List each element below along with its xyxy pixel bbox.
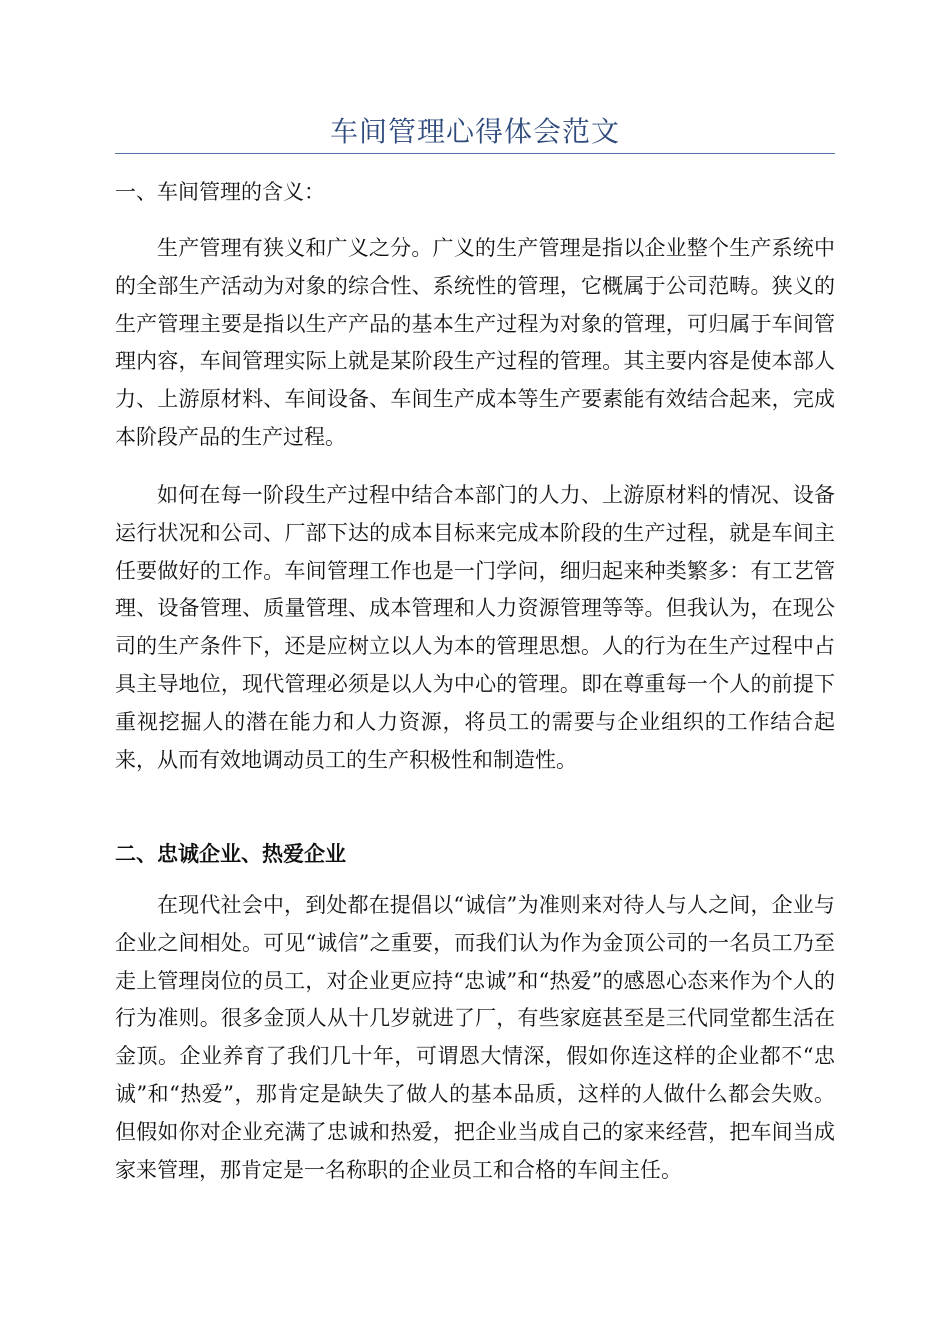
- paragraph-3: 在现代社会中，到处都在提倡以“诚信”为准则来对待人与人之间，企业与企业之间相处。可见“诚信”之重要，而我们认为作为金顶公司的一名员工乃至走上管理岗位的员工，对企业更应持“忠诚”和“热爱”的感恩心态来作为个人的行为准则。很多金顶人从十几岁就进了厂，有些家庭甚至是三代同堂都生活在金顶。企业养育了我们几十年，可谓恩大情深，假如你连这样的企业都不“忠诚”和“热爱”，那肯定是缺失了做人的基本品质，这样的人做什么都会失败。但假如你对企业充满了忠诚和热爱，把企业当成自己的家来经营，把车间当成家来管理，那肯定是一名称职的企业员工和合格的车间主任。: [115, 893, 835, 1182]
- section-heading-1: 一、车间管理的含义：: [115, 180, 325, 204]
- section-heading-2: 二、忠诚企业、热爱企业: [115, 841, 346, 866]
- title-underline: [115, 153, 835, 154]
- paragraph-2: 如何在每一阶段生产过程中结合本部门的人力、上游原材料的情况、设备运行状况和公司、厂部下达的成本目标来完成本阶段的生产过程，就是车间主任要做好的工作。车间管理工作也是一门学问，细归起来种类繁多：有工艺管理、设备管理、质量管理、成本管理和人力资源管理等等。但我认为，在现公司的生产条件下，还是应树立以人为本的管理思想。人的行为在生产过程中占具主导地位，现代管理必须是以人为中心的管理。即在尊重每一个人的前提下重视挖掘人的潜在能力和人力资源，将员工的需要与企业组织的工作结合起来，从而有效地调动员工的生产积极性和制造性。: [115, 483, 835, 772]
- paragraph-1: 生产管理有狭义和广义之分。广义的生产管理是指以企业整个生产系统中的全部生产活动为对象的综合性、系统性的管理，它概属于公司范畴。狭义的生产管理主要是指以生产产品的基本生产过程为对象的管理，可归属于车间管理内容，车间管理实际上就是某阶段生产过程的管理。其主要内容是使本部人力、上游原材料、车间设备、车间生产成本等生产要素能有效结合起来，完成本阶段产品的生产过程。: [115, 236, 835, 449]
- page-title: 车间管理心得体会范文: [329, 115, 620, 148]
